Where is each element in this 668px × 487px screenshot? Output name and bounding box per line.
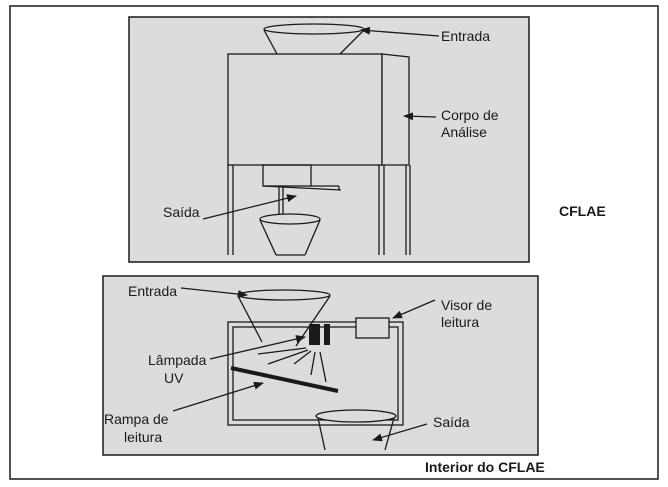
reading-window [356, 318, 389, 338]
label-bottom-entrada: Entrada [128, 283, 178, 299]
label-bottom-visor-line2: leitura [441, 314, 480, 330]
caption-top: CFLAE [559, 203, 606, 219]
label-bottom-visor-line1: Visor de [441, 297, 493, 313]
label-bottom-lampada-line1: Lâmpada [148, 352, 207, 368]
label-top-entrada: Entrada [441, 28, 491, 44]
top-analysis-body [228, 54, 409, 165]
label-bottom-lampada-line2: UV [164, 370, 184, 386]
label-top-corpo-line2: Análise [441, 124, 487, 140]
label-top-saida: Saída [163, 204, 200, 220]
label-top-corpo-line1: Corpo de [441, 107, 499, 123]
label-bottom-saida: Saída [433, 414, 470, 430]
uv-lamp [309, 324, 330, 345]
caption-bottom: Interior do CFLAE [425, 459, 545, 475]
label-bottom-rampa-line2: leitura [124, 429, 163, 445]
label-bottom-rampa-line1: Rampa de [104, 411, 169, 427]
